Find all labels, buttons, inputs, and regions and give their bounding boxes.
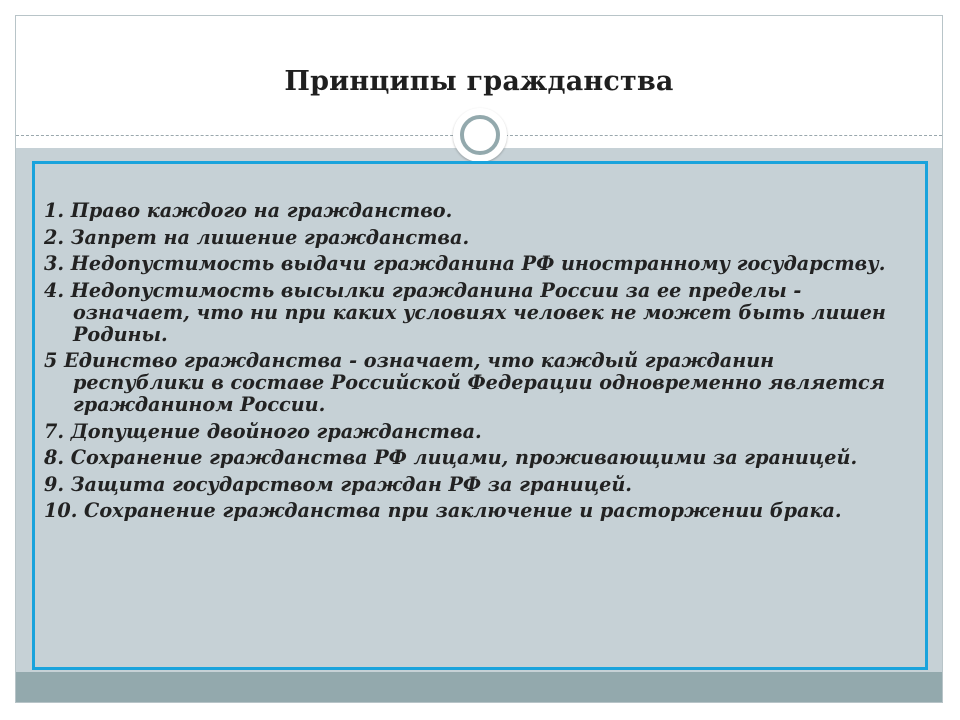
principle-item: 3. Недопустимость выдачи гражданина РФ иностранному государству. (44, 252, 886, 275)
principle-item: 8. Сохранение гражданства РФ лицами, проживающими за границей. (44, 446, 858, 469)
slide-title: Принципы гражданства (284, 66, 674, 97)
principle-item: 7. Допущение двойного гражданства. (44, 419, 482, 443)
principle-item: 1. Право каждого на гражданство. (44, 199, 453, 222)
ring-ornament-icon (453, 108, 507, 162)
principles-box (32, 161, 928, 670)
principles-list (44, 200, 912, 527)
principle-item: 2. Запрет на лишение гражданства. (44, 225, 470, 249)
ring-inner (460, 115, 500, 155)
principle-item: 10. Сохранение гражданства при заключение и расторжении брака. (44, 499, 842, 522)
principle-item: 4. Недопустимость высылки гражданина России за ее пределы - означает, что ни при каких условиях человек не может быть лишен Родины. (44, 278, 886, 346)
principle-item: 5 Единство гражданства - означает, что каждый гражданин республики в составе Российской Федерации одновременно является гражданином России. (44, 349, 885, 416)
principle-item: 9. Защита государством граждан РФ за границей. (44, 472, 632, 496)
slide-frame (15, 15, 943, 703)
footer-band (16, 672, 942, 703)
